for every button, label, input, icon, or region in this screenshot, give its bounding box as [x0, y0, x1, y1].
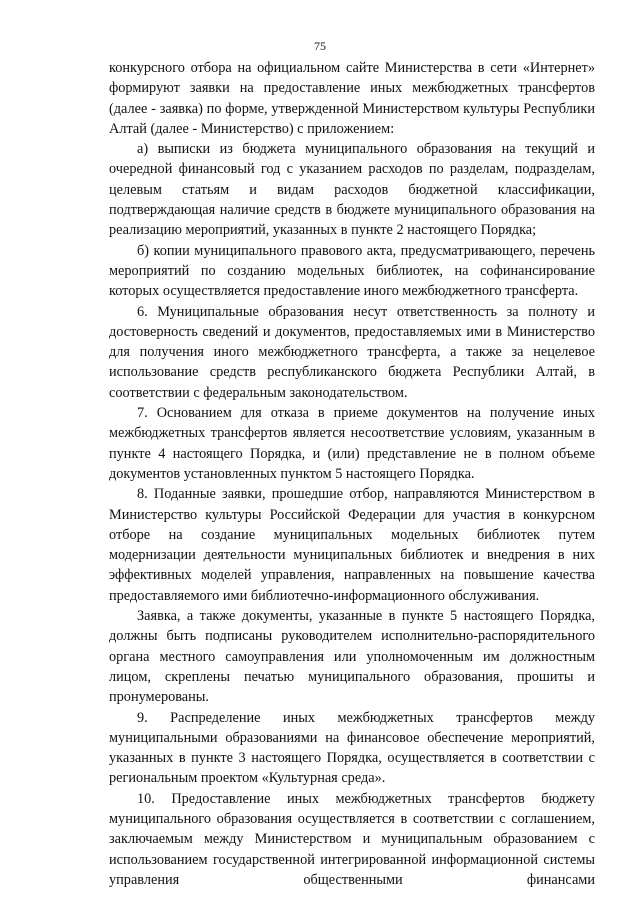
paragraph-point-8: 8. Поданные заявки, прошедшие отбор, направляются Министерством в Министерство культуры Российской Федерации для участия в конкурсном отборе на создание муниципальных модельных библиотек путем модернизации деятельности муниципальных библиотек и внедрения в них эффективных моделей управления, направленных на повышение качества предоставляемого ими библиотечно-информационного обслуживания. [109, 486, 595, 604]
paragraph-item-b: б) копии муниципального правового акта, предусматривающего, перечень мероприятий по созданию модельных библиотек, на софинансирование которых осуществляется предоставление иного межбюджетного трансферта. [109, 242, 595, 300]
paragraph-intro-continuation: конкурсного отбора на официальном сайте Министерства в сети «Интернет» формируют заявки на предоставление иных межбюджетных трансфертов (далее - заявка) по форме, утвержденной Министерством культуры Республики Алтай (далее - Министерство) с приложением: [109, 60, 595, 137]
paragraph-point-10: 10. Предоставление иных межбюджетных трансфертов бюджету муниципального образования осуществляется в соответствии с соглашением, заключаемым между Министерством и муниципальным образованием с использованием государственной интегрированной информационной системы управления общественными финансами [109, 790, 595, 888]
paragraph-item-a: а) выписки из бюджета муниципального образования на текущий и очередной финансовый год с указанием расходов по разделам, подразделам, целевым статьям и видам расходов бюджетной классификации, подтверждающая наличие средств в бюджете муниципального образования на реализацию мероприятий, указанных в пункте 2 настоящего Порядка; [109, 141, 595, 239]
paragraph-point-9: 9. Распределение иных межбюджетных трансфертов между муниципальными образованиями на финансовое обеспечение мероприятий, указанных в пункте 3 настоящего Порядка, осуществляется в соответствии с региональным проектом «Культурная среда». [109, 709, 595, 787]
paragraph-point-6: 6. Муниципальные образования несут ответственность за полноту и достоверность сведений и документов, предоставляемых ими в Министерство для получения иного межбюджетного трансферта, а также за нецелевое использование средств республиканского бюджета Республики Алтай, в соответствии с федеральным законодательством. [109, 303, 595, 401]
page-number: 75 [314, 39, 326, 53]
document-body [109, 58, 595, 890]
paragraph-point-7: 7. Основанием для отказа в приеме документов на получение иных межбюджетных трансфертов является несоответствие условиям, указанным в пункте 4 настоящего Порядка, и (или) представление не в полном объеме документов установленных пунктом 5 настоящего Порядка. [109, 405, 595, 482]
paragraph-application-signing: Заявка, а также документы, указанные в пункте 5 настоящего Порядка, должны быть подписаны руководителем исполнительно-распорядительного органа местного самоуправления или уполномоченным им должностным лицом, скреплены печатью муниципального образования, прошиты и пронумерованы. [109, 608, 595, 706]
